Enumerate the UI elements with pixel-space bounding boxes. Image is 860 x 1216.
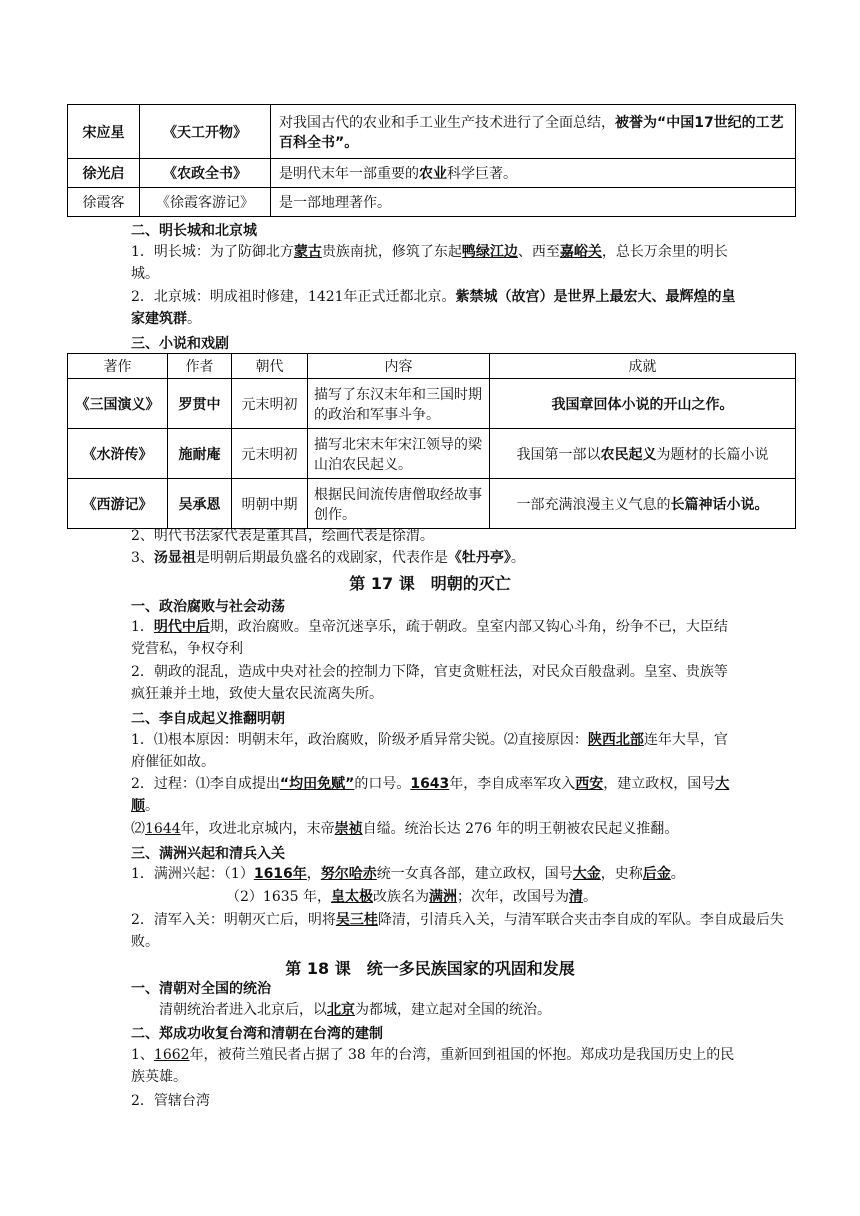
- table-row: [68, 159, 796, 188]
- content-cell: 根据民间流传唐僧取经故事创作。: [308, 479, 490, 529]
- column-header: 著作: [68, 354, 168, 379]
- table-row: [68, 188, 796, 217]
- paragraph: 1．满洲兴起：（1）1616年，努尔哈赤统一女真各部，建立政权，国号大金，史称后金。: [131, 866, 685, 882]
- paragraph: 2、明代书法家代表是董其昌，绘画代表是徐渭。: [131, 528, 434, 544]
- column-header: 内容: [308, 354, 490, 379]
- era-cell: 明朝中期: [232, 479, 308, 529]
- novels-table: [67, 353, 796, 529]
- description-cell: 是明代末年一部重要的农业科学巨著。: [271, 159, 796, 188]
- paragraph: 2．北京城：明成祖时修建，1421年正式迁都北京。紫禁城（故宫）是世界上最宏大、最辉煌的皇家建筑群。: [131, 289, 736, 327]
- table-row: [68, 479, 796, 529]
- book-cell: 《农政全书》: [140, 159, 271, 188]
- era-cell: 元末明初: [232, 379, 308, 429]
- author-cell: 罗贯中: [168, 379, 232, 429]
- paragraph: 2．朝政的混乱，造成中央对社会的控制力下降，官吏贪赃枉法，对民众百般盘剥。皇室、贵族等疯狂兼并土地，致使大量农民流离失所。: [131, 664, 728, 702]
- achievement-cell: 一部充满浪漫主义气息的长篇神话小说。: [490, 479, 796, 529]
- paragraph: 1．明长城：为了防御北方蒙古贵族南扰，修筑了东起鸭绿江边、西至嘉峪关，总长万余里的明长城。: [131, 244, 728, 282]
- table-row: [68, 429, 796, 479]
- content-cell: 描写北宋末年宋江领导的梁山泊农民起义。: [308, 429, 490, 479]
- lesson-title: 第 18 课 统一多民族国家的巩固和发展: [285, 959, 575, 978]
- paragraph: 2．管辖台湾: [131, 1093, 210, 1109]
- lesson-title: 第 17 课 明朝的灭亡: [349, 574, 511, 593]
- section-heading: 二、李自成起义推翻明朝: [131, 711, 285, 727]
- era-cell: 元末明初: [232, 429, 308, 479]
- author-cell: 吴承恩: [168, 479, 232, 529]
- achievement-cell: 我国第一部以农民起义为题材的长篇小说: [490, 429, 796, 479]
- author-cell: 宋应星: [68, 105, 140, 159]
- description-cell: 对我国古代的农业和手工业生产技术进行了全面总结，被誉为“中国17世纪的工艺百科全书”。: [271, 105, 796, 159]
- table-row: [68, 105, 796, 159]
- book-cell: 《徐霞客游记》: [140, 188, 271, 217]
- paragraph: 1、1662年，被荷兰殖民者占据了 38 年的台湾，重新回到祖国的怀抱。郑成功是我国历史上的民族英雄。: [131, 1047, 735, 1085]
- achievement-cell: 我国章回体小说的开山之作。: [490, 379, 796, 429]
- paragraph: ⑵1644年，攻进北京城内，末帝崇祯自缢。统治长达 276 年的明王朝被农民起义推翻。: [131, 821, 679, 837]
- book-cell: 《天工开物》: [140, 105, 271, 159]
- section-heading: 二、明长城和北京城: [131, 223, 257, 239]
- section-heading: 三、小说和戏剧: [131, 336, 229, 352]
- paragraph: （2）1635 年，皇太极改族名为满洲；次年，改国号为清。: [226, 889, 597, 905]
- paragraph: 2．过程：⑴李自成提出“均田免赋”的口号。1643年，李自成率军攻入西安，建立政权，国号大顺。: [131, 776, 730, 814]
- author-cell: 施耐庵: [168, 429, 232, 479]
- section-heading: 一、清朝对全国的统治: [131, 981, 271, 997]
- table-row: [68, 379, 796, 429]
- table-header-row: [68, 354, 796, 379]
- column-header: 朝代: [232, 354, 308, 379]
- content-cell: 描写了东汉末年和三国时期的政治和军事斗争。: [308, 379, 490, 429]
- paragraph: 2．清军入关：明朝灭亡后，明将吴三桂降清，引清兵入关，与清军联合夹击李自成的军队。李自成最后失败。: [131, 912, 784, 950]
- paragraph: 清朝统治者进入北京后，以北京为都城，建立起对全国的统治。: [159, 1002, 551, 1018]
- section-heading: 一、政治腐败与社会动荡: [131, 599, 285, 615]
- column-header: 作者: [168, 354, 232, 379]
- paragraph: 1．⑴根本原因：明朝末年，政治腐败，阶级矛盾异常尖锐。⑵直接原因：陕西北部连年大旱，官府催征如故。: [131, 732, 728, 770]
- section-heading: 二、郑成功收复台湾和清朝在台湾的建制: [131, 1026, 383, 1042]
- work-cell: 《西游记》: [68, 479, 168, 529]
- work-cell: 《三国演义》: [68, 379, 168, 429]
- column-header: 成就: [490, 354, 796, 379]
- scientists-table: [67, 104, 796, 217]
- author-cell: 徐霞客: [68, 188, 140, 217]
- author-cell: 徐光启: [68, 159, 140, 188]
- description-cell: 是一部地理著作。: [271, 188, 796, 217]
- section-heading: 三、满洲兴起和清兵入关: [131, 846, 285, 862]
- work-cell: 《水浒传》: [68, 429, 168, 479]
- paragraph: 1．明代中后期，政治腐败。皇帝沉迷享乐，疏于朝政。皇室内部又钩心斗角，纷争不已，大臣结党营私，争权夺利: [131, 619, 728, 657]
- paragraph: 3、汤显祖是明朝后期最负盛名的戏剧家，代表作是《牡丹亭》。: [131, 550, 525, 566]
